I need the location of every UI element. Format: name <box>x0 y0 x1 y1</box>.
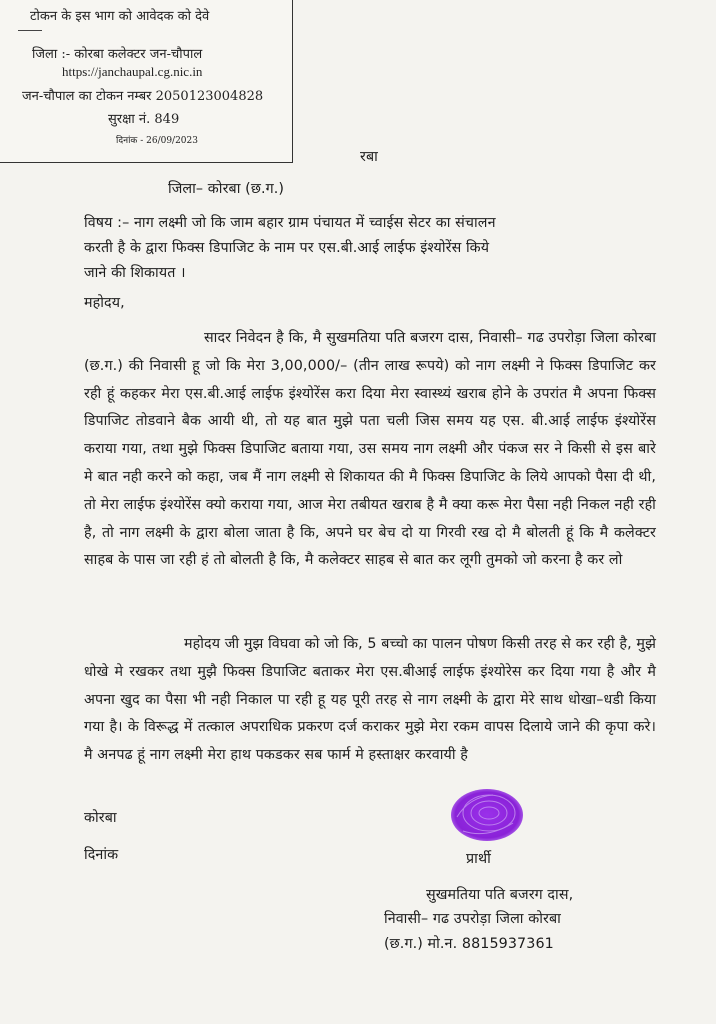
thumbprint-icon <box>449 787 525 843</box>
subject-line-1: विषय :– नाग लक्ष्मी जो कि जाम बहार ग्राम पंचायत में च्वाईस सेटर का संचालन <box>84 215 496 231</box>
token-url: https://janchaupal.cg.nic.in <box>62 64 203 79</box>
body-paragraph-1: सादर निवेदन है कि, मै सुखमतिया पति बजरग दास, निवासी– गढ उपरोड़ा जिला कोरबा (छ.ग.) की निवासी हू जो कि मेरा 3,00,000/– (तीन लाख रूपये) को नाग लक्ष्मी ने फिक्स डिपाजिट कर रही हूं कहकर मेरा एस.बी.आई लाईफ इंश्योरेंस करा दिया मेरा स्वास्थ्यं खराब होने के उपरांत मै अपना फिक्स डिपाजिट तोडवाने बैक आयी थी, तो यह बात मुझे पता चली जिस समय यह एस. बी.आई लाईफ इंश्योरेंस कराया गया, तथा मुझे फिक्स डिपाजिट बताया गया, उस समय नाग लक्ष्मी और पंकज सर ने किसी से इस बारे मे बात नही करने को कहा, जब मैं नाग लक्ष्मी से शिकायत की मै फिक्स डिपाजिट के लिये आपको पैसा दी थी, तो मेरा लाईफ इंश्योरेंस क्यो कराया गया, आज मेरा तबीयत खराब है मै क्या करू मेरा पैसा नही निकल नही रही है, तो नाग लक्ष्मी के द्वारा बोला जाता है कि, अपने घर बेच दो या गिरवी रख दो मै बोलती हूं कि मै कलेक्टर साहब के पास जा रही हं तो बोलती है कि, मै कलेक्टर साहब से बात कर लूगी तुमको जो करना है कर लो <box>84 330 656 569</box>
salutation: महोदय, <box>84 295 125 311</box>
subject-line-3: जाने की शिकायत । <box>84 265 186 281</box>
token-number: जन-चौपाल का टोकन नम्बर 2050123004828 <box>22 89 264 104</box>
address-fragment: रबा <box>360 149 378 165</box>
token-security-no: सुरक्षा नं. 849 <box>108 112 180 127</box>
signature-address: निवासी– गढ उपरोड़ा जिला कोरबा <box>384 911 561 927</box>
subject-line-2: करती है के द्वारा फिक्स डिपाजिट के नाम पर एस.बी.आई लाईफ इंश्योरेंस किये <box>84 240 490 256</box>
place-label: कोरबा <box>84 810 117 826</box>
district-line: जिला– कोरबा (छ.ग.) <box>168 181 285 197</box>
token-divider <box>18 30 42 31</box>
token-date: दिनांक - 26/09/2023 <box>116 136 198 146</box>
signature-name: सुखमतिया पति बजरग दास, <box>426 887 574 903</box>
applicant-label: प्रार्थी <box>466 851 491 867</box>
token-stamp <box>0 0 293 163</box>
token-district: जिला :- कोरबा कलेक्टर जन-चौपाल <box>32 47 203 62</box>
body-paragraph-2: महोदय जी मुझ विघवा को जो कि, 5 बच्चो का पालन पोषण किसी तरह से कर रही है, मुझे धोखे मे रखकर तथा मुझै फिक्स डिपाजिट बताकर मेरा एस.बीआई लाईफ इंश्योरेस कर दिया गया है और मै अपना खुद का पैसा भी नही निकाल पा रही हू यह पूरी तरह से नाग लक्ष्मी के द्वारा मेरे साथ धोखा–धडी किया गया है। के विरूद्ध में तत्काल अपराधिक प्रकरण दर्ज कराकर मुझे मेरा रकम वापस दिलाये जाने की कृपा करे। मै अनपढ हूं नाग लक्ष्मी मेरा हाथ पकडकर सब फार्म मे हस्ताक्षर करवायी है <box>84 636 656 764</box>
date-label: दिनांक <box>84 847 119 863</box>
signature-phone: (छ.ग.) मो.न. 8815937361 <box>384 936 554 952</box>
token-header: टोकन के इस भाग को आवेदक को देवे <box>30 9 210 24</box>
